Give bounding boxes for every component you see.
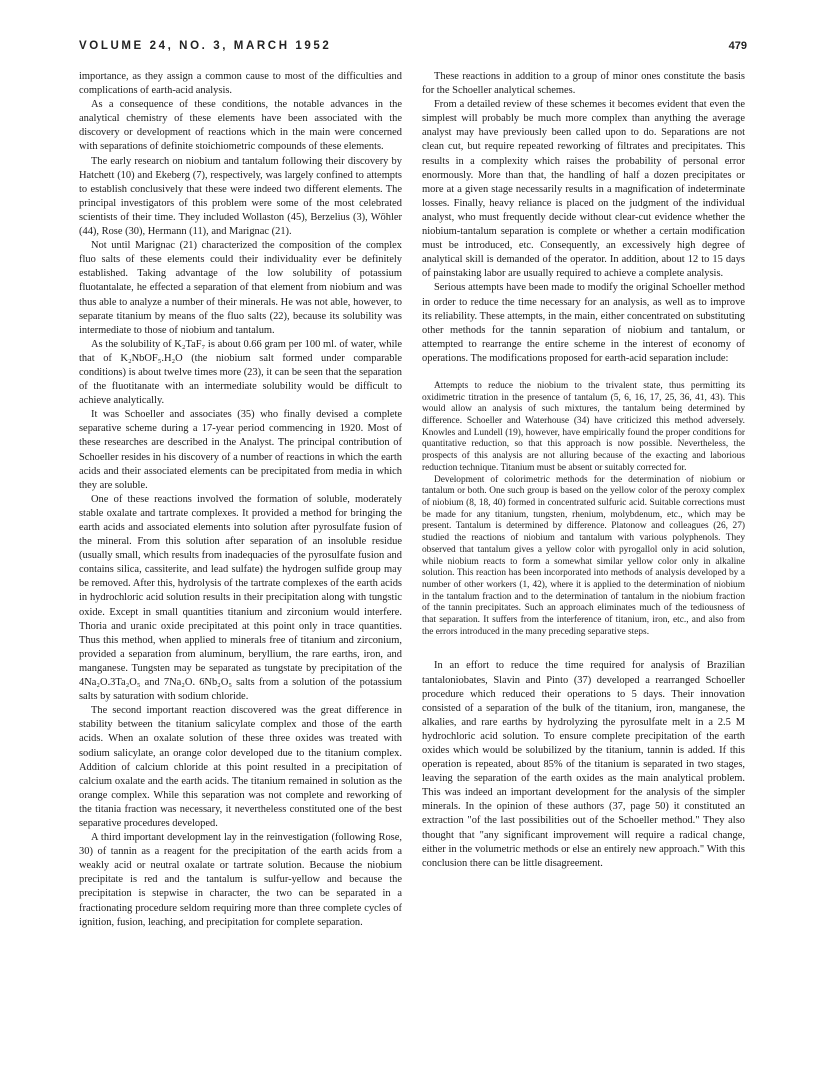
body-paragraph: A third important development lay in the reinvestigation (following Rose, 30) of tannin as a reagent for the precipitation of the earth acids from a weakly acid or neutral oxalate or tartrate solution. Because the niobium precipitate is red and the tantalum is sulfur-yellow and because the precipitation is stepwise in character, the two can be separated in a fractionating procedure seldom requiring more than three complete cycles of ignition, fusion, leaching, and precipitation for complete separation. xyxy=(79,832,402,928)
body-paragraph: From a detailed review of these schemes it becomes evident that even the simplest will probably be much more complex than anything the average analyst may have previously been called upon to do. Separations are not clean cut, but require repeated reworking of filtrates and precipitates. This results in a complexity which raises the probability of personal error enormously. More than that, the handling of half a dozen precipitates or more at a given stage necessarily results in a magnification of indeterminate losses. Finally, heavy reliance is placed on the judgment of the individual analyst, who must frequently decide without clear-cut evidence whether the niobium-tantalum separation is complete or whether a certain modification must be introduced, etc. Consequently, an excessively high degree of analytical skill is demanded of the operator. In addition, about 12 to 15 days of painstaking labor are usually required to achieve a complete analysis. xyxy=(422,99,745,280)
small-print-paragraph: Development of colorimetric methods for the determination of niobium or tantalum or both. One such group is based on the yellow color of the peroxy complex of niobium (8, 18, 40) formed in concentrated sulfuric acid. Suitable corrections must be made for any titanium, tungsten, rhenium, molybdenum, etc., which may be present. Tantalum is determined by difference. Platonow and colleagues (26, 27) studied the reactions of niobium and tantalum with various polyphenols. They observed that tantalum gives a yellow color with pyrogallol only in acid solution, while niobium reacts to form a somewhat similar yellow color only in alkaline solution. This reaction has been incorporated into methods of analysis developed by a number of other workers (1, 42), where it is applied to the determination of niobium in the tantalum fraction and to the determination of tantalum in the niobium fraction of the tannin precipitates. Such an approach eliminates much of the tediousness of that separation. It suffers from the interference of titanium, iron, etc., and also from the errors introduced in the many preceding separative steps. xyxy=(422,474,745,637)
running-head: VOLUME 24, NO. 3, MARCH 1952 xyxy=(79,40,332,52)
body-paragraph: These reactions in addition to a group of minor ones constitute the basis for the Schoeller analytical schemes. xyxy=(422,71,745,97)
left-column xyxy=(79,70,402,1070)
body-paragraph: importance, as they assign a common cause to most of the difficulties and complications of earth-acid analysis. xyxy=(79,71,402,97)
body-paragraph: One of these reactions involved the formation of soluble, moderately stable oxalate and tartrate complexes. It provided a method for bringing the earth acids and associated elements into solution after pyrosulfate fusion of the mineral. From this solution after separation of an insoluble residue (usually small, which results from inadequacies of the pyrosulfate fusion and contains silica, cassiterite, and lead sulfate) the hydrogen sulfide group may be removed. After this, hydrolysis of the tartrate complexes of the earth acids in hydrochloric acid solution results in their precipitation along with tungstic oxide. Except in small quantities titanium and zirconium would interfere. Thoria and uranic oxide precipitated at this point only in trace quantities. Thus this method, when applied to minerals free of titanium and zirconium, provided a separation from aluminum, beryllium, the rare earths, iron, and manganese. Tungsten may be separated as tungstate by precipitation of the 4Na₂O.3Ta₂O₅ and 7Na₂O. 6Nb₂O₅ salts from a solution of the potassium salts by saturation with sodium chloride. xyxy=(79,493,402,703)
page-number: 479 xyxy=(728,40,747,52)
body-paragraph: The early research on niobium and tantalum following their discovery by Hatchett (10) and Ekeberg (7), respectively, was largely confined to attempts to establish conclusively that these were indeed two different elements. The principal investigators of this problem were some of the most celebrated scientists of their time. They included Wollaston (45), Berzelius (3), Wöhler (44), Rose (30), Hermann (11), and Marignac (21). xyxy=(79,155,402,238)
body-paragraph: Not until Marignac (21) characterized the composition of the complex fluo salts of these elements could their individuality ever be definitely established. Taking advantage of the low solubility of potassium fluotantalate, he effected a separation of that element from niobium and was thus able to analyze a number of their minerals. He was not able, however, to separate titanium by means of the fluo salts (22), because its solubility was intermediate to those of niobium and tantalum. xyxy=(79,240,402,336)
body-paragraph: As a consequence of these conditions, the notable advances in the analytical chemistry of these elements have been associated with the discovery or development of reactions which in the main were concerned with separations of definite stoichiometric compounds of these elements. xyxy=(79,99,402,153)
page-header xyxy=(79,40,747,60)
body-paragraph: As the solubility of K₂TaF₇ is about 0.66 gram per 100 ml. of water, while that of K₂NbOF₅.H₂O (the niobium salt formed under comparable conditions) is about twelve times more (23), it can be seen that the separation of the fluotitanate with an intermediate solubility would be difficult to achieve analytically. xyxy=(79,338,402,407)
body-paragraph: The second important reaction discovered was the great difference in stability between the titanium salicylate complex and those of the earth acids. When an oxalate solution of these three oxides was treated with sodium salicylate, an orange color developed due to the titanium complex. Addition of calcium chloride at this point resulted in a precipitation of calcium oxalate and the earth acids. The titanium remained in solution as the orange complex. While this separation was not complete and reworking of the titania fraction was necessary, it nevertheless constituted one of the best separative procedures developed. xyxy=(79,705,402,829)
spacer xyxy=(422,366,745,381)
body-paragraph: In an effort to reduce the time required for analysis of Brazilian tantaloniobates, Slavin and Pinto (37) developed a rearranged Schoeller procedure which reduced their operations to 5 days. Their innovation consisted of a separation of the bulk of the titanium, iron, manganese, the alkalies, and rare earths by hydrolyzing the pyrosulfate melt in a 2.5 M hydrochloric acid solution. To ensure complete precipitation of the earth oxides which would be solubilized by the titanium, tannin is added. If this operation is repeated, about 85% of the titanium is separated in two stages, leaving the separation of the earth oxides as the main analytical problem. This was indeed an important development for the analysis of the simpler minerals. In the opinion of these authors (37, page 50) it constituted an extraction "of the last possibilities out of the Schoeller method." They also thought that "any significant improvement will require a radical change, either in the volumetric methods or else an entirely new approach." With this conclusion there can be little disagreement. xyxy=(422,660,745,869)
body-paragraph: It was Schoeller and associates (35) who finally devised a complete separative scheme during a 17-year period commencing in 1920. Most of these researches are described in the Analyst. The principal contribution of Schoeller resides in his discovery of a number of reactions in which the earth acids and their associated elements can be precipitated from media in which they are soluble. xyxy=(79,409,402,491)
right-column xyxy=(422,70,745,1070)
body-paragraph: Serious attempts have been made to modify the original Schoeller method in order to reduce the time necessary for an analysis, as well as to improve its reliability. These attempts, in the main, either concentrated on substituting other methods for the tannin separation of niobium and tantalum, or attempted to rearrange the entire scheme in the interest of economy of operations. The modifications proposed for earth-acid separation include: xyxy=(422,282,745,364)
spacer xyxy=(422,638,745,659)
small-print-paragraph: Attempts to reduce the niobium to the trivalent state, thus permitting its oxidimetric titration in the presence of tantalum (5, 6, 16, 17, 25, 36, 41, 43). This would allow an analysis of such mixtures, the tantalum being determined by difference. Schoeller and Waterhouse (34) have criticized this method adversely. Knowles and Lundell (19), however, have empirically found the proper conditions for quantitative reduction, so that this approach is now possible. Nevertheless, the prospects of this analysis are not alluring because of the exacting and laborious reduction technique. Titanium must be absent or suitably corrected for. xyxy=(422,380,745,473)
